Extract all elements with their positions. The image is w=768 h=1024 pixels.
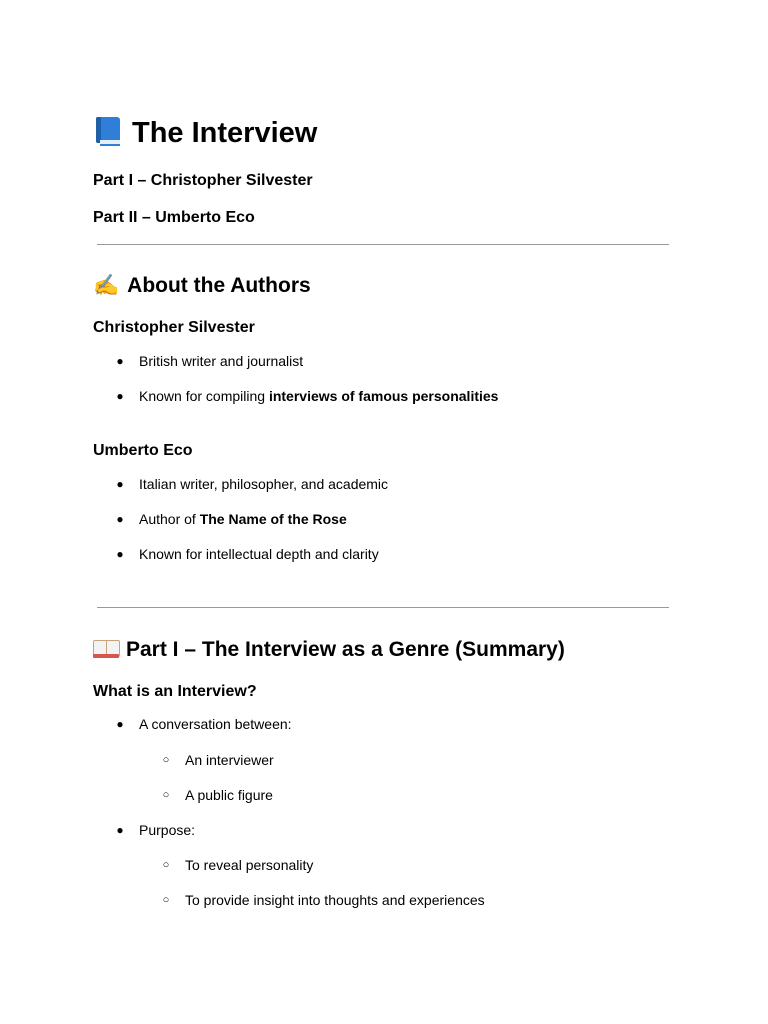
sub-list-item: To reveal personality: [185, 857, 314, 873]
list-item: [139, 475, 388, 493]
list-item: [139, 545, 379, 563]
list-item-text: Italian writer, philosopher, and academic: [139, 476, 389, 492]
bullet-icon: ●: [116, 717, 124, 731]
sub-list-item: To provide insight into thoughts and experiences: [185, 892, 485, 908]
bullet-icon: ●: [116, 823, 124, 837]
section-divider: [97, 244, 669, 245]
part-one-heading: [93, 637, 565, 663]
list-item-bold-text: interviews of famous personalities: [268, 388, 499, 404]
list-item: [139, 387, 498, 405]
part-one-heading-text: Part I – The Interview as a Genre (Summary): [126, 638, 565, 661]
document-title: [94, 116, 317, 150]
bullet-icon: ●: [116, 389, 124, 403]
sub-list-item: An interviewer: [185, 752, 274, 768]
list-item: [139, 510, 347, 528]
list-item-text: Known for compiling: [139, 388, 269, 404]
hollow-bullet-icon: ○: [162, 894, 170, 906]
part-two-subtitle: Part II – Umberto Eco: [93, 209, 255, 226]
part-one-subtitle: Part I – Christopher Silvester: [93, 172, 313, 189]
list-item: A conversation between:: [139, 716, 292, 732]
document-title-text: The Interview: [132, 117, 318, 149]
hollow-bullet-icon: ○: [162, 789, 170, 801]
section-divider: [97, 607, 669, 608]
about-authors-heading: [93, 273, 311, 299]
hollow-bullet-icon: ○: [162, 754, 170, 766]
bullet-icon: ●: [116, 547, 124, 561]
list-item-text: Known for intellectual depth and clarity: [139, 546, 379, 562]
list-item: Purpose:: [139, 822, 196, 838]
blue-book-icon: [94, 116, 122, 146]
bullet-icon: ●: [116, 354, 124, 368]
list-item-text: British writer and journalist: [139, 353, 304, 369]
hollow-bullet-icon: ○: [162, 859, 170, 871]
author-name: Christopher Silvester: [93, 319, 255, 336]
what-is-interview-heading: What is an Interview?: [93, 683, 257, 700]
sub-list-item: A public figure: [185, 787, 273, 803]
writing-hand-icon: ✍️: [93, 274, 120, 297]
bullet-icon: ●: [116, 477, 124, 491]
bullet-icon: ●: [116, 512, 124, 526]
author-name: Umberto Eco: [93, 442, 193, 459]
open-book-icon: [93, 637, 119, 659]
list-item: [139, 352, 303, 370]
list-item-text: Author of: [139, 511, 200, 527]
about-authors-heading-text: About the Authors: [127, 274, 311, 297]
list-item-bold-text: The Name of the Rose: [199, 511, 347, 527]
